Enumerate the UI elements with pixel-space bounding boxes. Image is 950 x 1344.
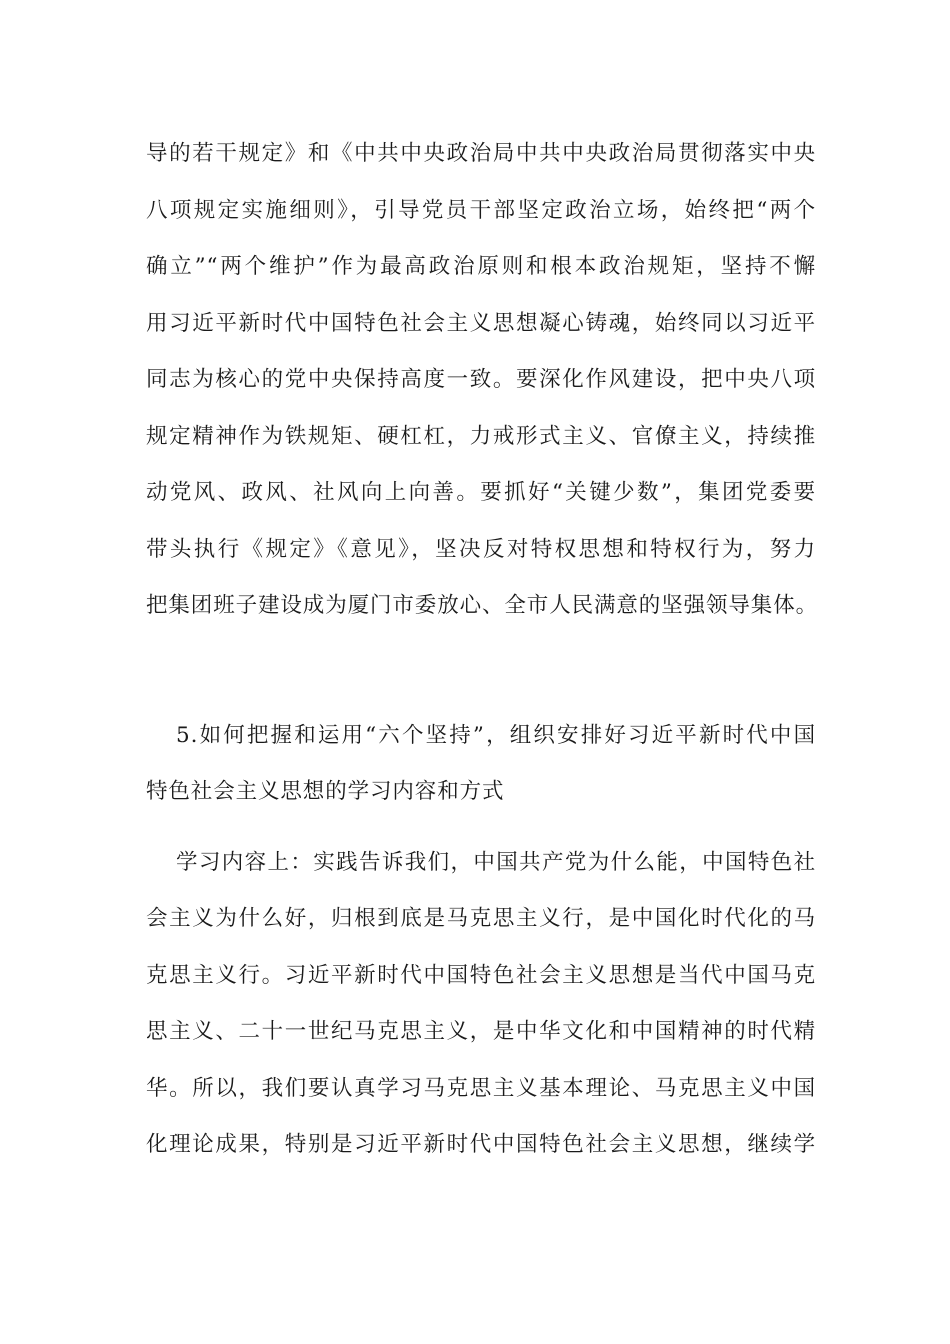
paragraph-line: 规定精神作为铁规矩、硬杠杠，力戒形式主义、官僚主义，持续推 [146,424,816,449]
paragraph-line: 确立”“两个维护”作为最高政治原则和根本政治规矩，坚持不懈 [146,254,816,279]
paragraph-line: 把集团班子建设成为厦门市委放心、全市人民满意的坚强领导集体。 [146,593,819,618]
paragraph-line: 华。所以，我们要认真学习马克思主义基本理论、马克思主义中国 [146,1076,816,1101]
paragraph-line: 八项规定实施细则》，引导党员干部坚定政治立场，始终把“两个 [146,198,816,223]
paragraph-line: 带头执行《规定》《意见》，坚决反对特权思想和特权行为，努力 [146,537,816,562]
paragraph-line: 用习近平新时代中国特色社会主义思想凝心铸魂，始终同以习近平 [146,311,816,336]
heading-line: 5.如何把握和运用“六个坚持”，组织安排好习近平新时代中国 [176,723,816,748]
paragraph-line: 同志为核心的党中央保持高度一致。要深化作风建设，把中央八项 [146,367,816,392]
paragraph-line: 导的若干规定》和《中共中央政治局中共中央政治局贯彻落实中央 [146,141,816,166]
paragraph-line: 学习内容上：实践告诉我们，中国共产党为什么能，中国特色社 [176,850,816,875]
paragraph-line: 克思主义行。习近平新时代中国特色社会主义思想是当代中国马克 [146,963,816,988]
paragraph-line: 思主义、二十一世纪马克思主义，是中华文化和中国精神的时代精 [146,1019,816,1044]
paragraph-line: 会主义为什么好，归根到底是马克思主义行，是中国化时代化的马 [146,906,816,931]
heading-line: 特色社会主义思想的学习内容和方式 [146,779,505,804]
paragraph-line: 化理论成果，特别是习近平新时代中国特色社会主义思想，继续学 [146,1132,816,1157]
paragraph-line: 动党风、政风、社风向上向善。要抓好“关键少数”，集团党委要 [146,480,816,505]
